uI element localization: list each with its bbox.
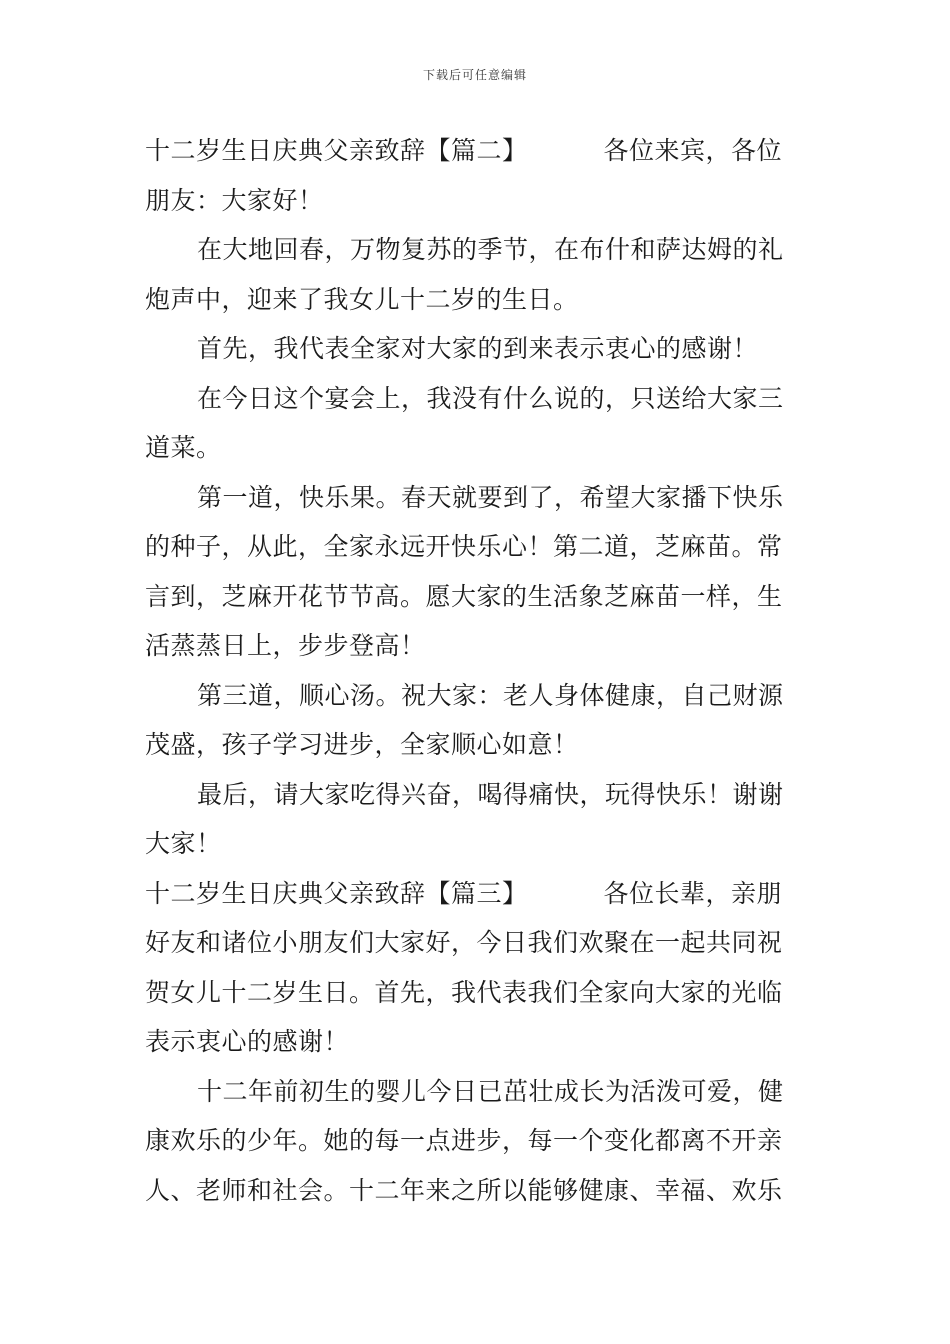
section-heading-2 [145,126,807,225]
paragraph: 第三道，顺心汤。祝大家：老人身体健康，自己财源茂盛，孩子学习进步，全家顺心如意！ [145,680,784,759]
paragraph: 最后，请大家吃得兴奋，喝得痛快，玩得快乐！谢谢大家！ [145,779,784,858]
document-body [145,126,807,1215]
section-title: 十二岁生日庆典父亲致辞【篇三】 [145,878,528,908]
paragraph: 在大地回春，万物复苏的季节，在布什和萨达姆的礼炮声中，迎来了我女儿十二岁的生日。 [145,235,784,314]
page-header: 下载后可任意编辑 [422,68,527,82]
paragraph: 在今日这个宴会上，我没有什么说的，只送给大家三道菜。 [145,383,784,462]
paragraph: 首先，我代表全家对大家的到来表示衷心的感谢！ [197,334,759,363]
opening-line: 各位长辈，亲朋好友和诸位小朋友们大家好，今日我们欢聚在一起共同祝贺女儿十二岁生日。首先，我代表我们全家向大家的光临表示衷心的感谢！ [145,878,783,1056]
opening-line: 各位来宾，各位朋友：大家好！ [145,136,783,215]
paragraph: 第一道，快乐果。春天就要到了，希望大家播下快乐的种子，从此，全家永远开快乐心！第二道，芝麻苗。常言到，芝麻开花节节高。愿大家的生活象芝麻苗一样，生活蒸蒸日上，步步登高！ [145,482,784,660]
section-title: 十二岁生日庆典父亲致辞【篇二】 [145,136,528,165]
paragraph: 十二年前初生的婴儿今日已茁壮成长为活泼可爱，健康欢乐的少年。她的每一点进步，每一个变化都离不开亲人、老师和社会。十二年来之所以能够健康、幸福、欢乐 [145,1076,784,1205]
section-heading-3 [145,869,807,1067]
